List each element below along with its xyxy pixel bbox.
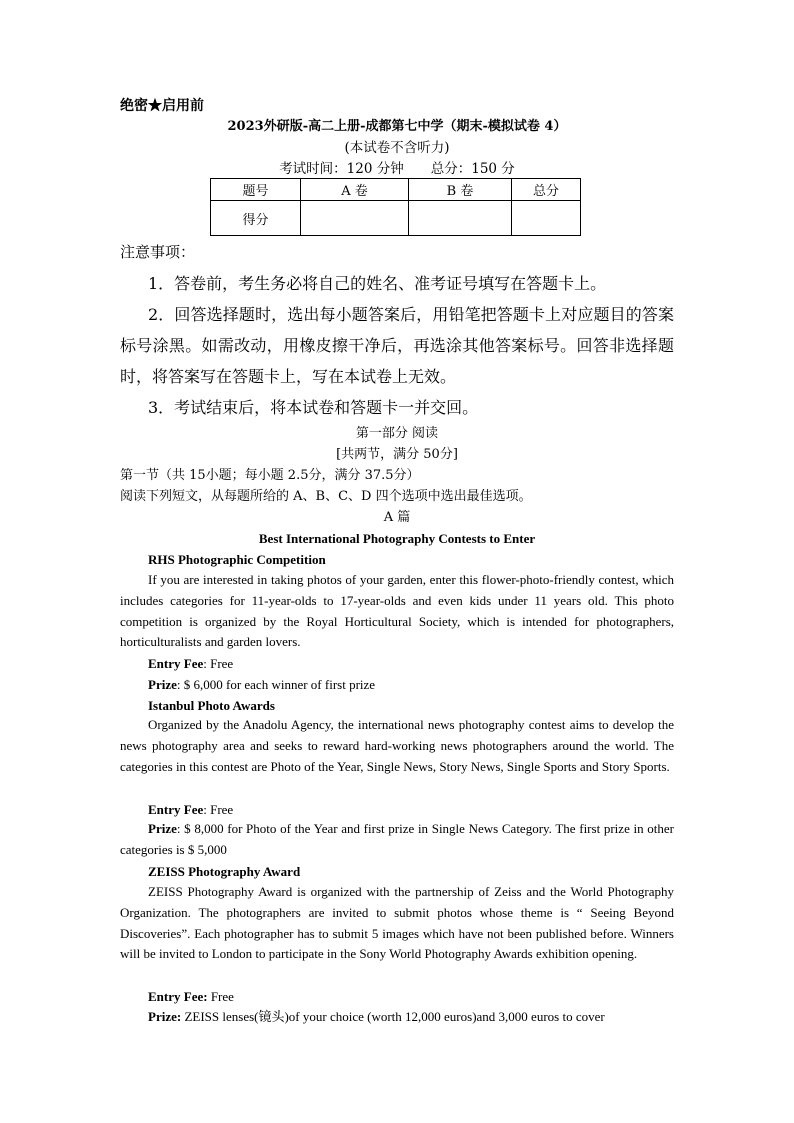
score-header-a: A 卷 xyxy=(301,179,409,201)
passage-label: A 篇 xyxy=(383,510,411,525)
score-table xyxy=(210,178,581,236)
score-cell-b[interactable] xyxy=(409,201,512,236)
part-title: 第一部分 阅读 xyxy=(355,426,439,441)
exam-subtitle: (本试卷不含听力) xyxy=(344,140,450,156)
exam-time-info: 考试时间：120 分钟 总分：150 分 xyxy=(279,161,515,177)
score-cell-total[interactable] xyxy=(512,201,581,236)
contest-1-fee: Entry Fee: Free xyxy=(148,656,234,671)
section-instruction: 阅读下列短文，从每题所给的 A、B、C、D 四个选项中选出最佳选项。 xyxy=(120,489,532,504)
contest-3-desc: ZEISS Photography Award is organized with the partnership of Zeiss and the World Photography Organization. The photographers are invited to submit photos whose theme is “ Seeing Beyond Discoveries”. Each photographer has to submit 5 images which have not been published before. Winners will be invited to London to participate in the Sony World Photography Awards exhibition opening. xyxy=(120,884,674,962)
contest-2-desc: Organized by the Anadolu Agency, the international news photography contest aims to develop the news photography area and seeks to reward hard-working news photographers around the world. The categories in this contest are Photo of the Year, Single News, Story News, Single Sports and Story Sports. xyxy=(120,717,674,774)
contest-1-desc: If you are interested in taking photos of your garden, enter this flower-photo-friendly contest, which includes categories for 11-year-olds to 17-year-olds and even kids under 11 years old. This photo competition is organized by the Royal Horticultural Society, which is intended for photographers, horticulturalists and garden lovers. xyxy=(120,572,674,650)
contest-1-name: RHS Photographic Competition xyxy=(148,552,326,567)
note-item-1: 1．答卷前，考生务必将自己的姓名、准考证号填写在答题卡上。 xyxy=(148,274,607,293)
contest-2-prize: Prize: $ 8,000 for Photo of the Year and first prize in Single News Category. The first prize in other categories is $ 5,000 xyxy=(120,821,674,857)
score-header-total: 总分 xyxy=(512,179,581,201)
score-header-b: B 卷 xyxy=(409,179,512,201)
notes-title: 注意事项： xyxy=(120,243,196,261)
score-header-number: 题号 xyxy=(211,179,301,201)
contest-3-name: ZEISS Photography Award xyxy=(148,864,301,879)
confidential-mark: 绝密★启用前 xyxy=(120,98,204,114)
exam-title: 2023外研版-高二上册-成都第七中学（期末-模拟试卷 4） xyxy=(227,119,567,134)
contest-3-fee: Entry Fee: Free xyxy=(148,989,234,1004)
contest-1-prize: Prize: $ 6,000 for each winner of first prize xyxy=(148,677,376,692)
contest-2-name: Istanbul Photo Awards xyxy=(148,698,275,713)
section-info: 第一节（共 15小题；每小题 2.5分，满分 37.5分） xyxy=(120,468,420,483)
note-item-3: 3．考试结束后，将本试卷和答题卡一并交回。 xyxy=(148,398,479,417)
passage-title: Best International Photography Contests to Enter xyxy=(258,531,536,546)
contest-3-prize: Prize: ZEISS lenses(镜头)of your choice (worth 12,000 euros)and 3,000 euros to cover xyxy=(148,1009,605,1024)
score-cell-a[interactable] xyxy=(301,201,409,236)
part-subtitle: [共两节，满分 50分] xyxy=(336,447,458,462)
contest-2-fee: Entry Fee: Free xyxy=(148,802,234,817)
score-row-label: 得分 xyxy=(211,201,301,236)
note-item-2: 2．回答选择题时，选出每小题答案后，用铅笔把答题卡上对应题目的答案标号涂黑。如需改动，用橡皮擦干净后，再选涂其他答案标号。回答非选择题时，将答案写在答题卡上，写在本试卷上无效。 xyxy=(120,305,674,386)
